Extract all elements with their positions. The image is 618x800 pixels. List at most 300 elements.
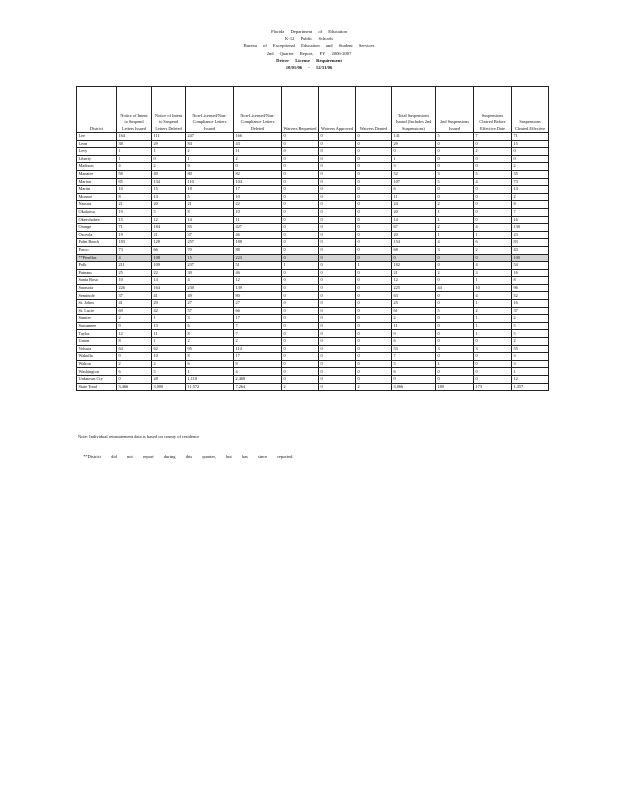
value-cell: 211 [117,262,152,270]
table-row [77,353,549,361]
value-cell: 0 [282,140,319,148]
value-cell: 111 [152,133,186,141]
value-cell: 184 [152,224,186,232]
value-cell: 0 [282,330,319,338]
value-cell: 0 [436,322,474,330]
value-cell: 63 [392,292,436,300]
value-cell: 88 [234,246,282,254]
table-row [77,231,549,239]
value-cell: 0 [282,224,319,232]
value-cell: 10 [152,353,186,361]
value-cell: 0 [319,231,356,239]
value-cell: 0 [319,315,356,323]
value-cell: 11,572 [186,383,234,391]
district-cell: State Total [77,383,117,391]
value-cell: 25 [117,269,152,277]
value-cell: 0 [319,193,356,201]
value-cell: 0 [436,300,474,308]
value-cell: 9 [117,322,152,330]
value-cell: 7 [474,133,512,141]
value-cell: 0 [282,376,319,384]
value-cell: 29 [152,300,186,308]
value-cell: 6 [186,322,234,330]
value-cell: 7 [234,330,282,338]
value-cell: 0 [474,376,512,384]
value-cell: 0 [356,224,392,232]
value-cell: 0 [356,133,392,141]
value-cell: 0 [319,284,356,292]
value-cell: 0 [282,269,319,277]
value-cell: 16 [512,269,549,277]
table-body [77,133,549,391]
value-cell: 2 [512,338,549,346]
district-cell: Orange [77,224,117,232]
value-cell: 247 [186,133,234,141]
value-cell: 15 [152,186,186,194]
column-header: Non-Licensed/Non-Compliance Letters Deleted [234,87,282,133]
value-cell: 9 [117,353,152,361]
district-cell: Walton [77,360,117,368]
value-cell: 0 [436,315,474,323]
value-cell: 8 [186,353,234,361]
column-header: 2nd Suspensions Issued [436,87,474,133]
table-row [77,345,549,353]
value-cell: 17 [234,186,282,194]
value-cell: 11 [234,216,282,224]
value-cell: 0 [282,254,319,262]
column-header: Notice of Intent to Suspend Letters Issued [117,87,152,133]
value-cell: 183 [117,239,152,247]
value-cell: 10 [117,277,152,285]
value-cell: 0 [436,193,474,201]
column-header: Suspensions Cleared Before Effective Date [474,87,512,133]
pinellas-footnote: **District did not report during this quarter, but has since reported. [83,454,294,459]
value-cell: 54 [512,262,549,270]
value-cell: 1 [186,368,234,376]
value-cell: 15 [186,254,234,262]
value-cell: 0 [282,300,319,308]
value-cell: 0 [282,231,319,239]
value-cell: 73 [117,246,152,254]
value-cell: 0 [436,140,474,148]
district-cell: Levy [77,148,117,156]
value-cell: 0 [319,216,356,224]
value-cell: 6 [186,360,234,368]
value-cell: 67 [392,224,436,232]
column-header: Non-Licensed/Non-Compliance Letters Issued [186,87,234,133]
value-cell: 58 [117,170,152,178]
value-cell: 55 [512,345,549,353]
value-cell: 0 [474,186,512,194]
value-cell: 73 [512,178,549,186]
value-cell: 180 [436,383,474,391]
value-cell: 44 [436,284,474,292]
value-cell: 0 [319,170,356,178]
value-cell: 6 [117,368,152,376]
value-cell: 0 [319,338,356,346]
value-cell: 57 [186,307,234,315]
value-cell: 19 [117,231,152,239]
value-cell: 24 [392,201,436,209]
value-cell: 0 [436,376,474,384]
value-cell: 0 [356,140,392,148]
value-cell: 0 [319,208,356,216]
value-cell: 2 [186,338,234,346]
value-cell: 8 [117,193,152,201]
value-cell: 0 [356,178,392,186]
value-cell: 0 [356,208,392,216]
value-cell: 10 [117,186,152,194]
district-cell: Okeechobee [77,216,117,224]
value-cell: 0 [436,163,474,171]
value-cell: 2 [436,269,474,277]
value-cell: 7,264 [234,383,282,391]
value-cell: 164 [117,133,152,141]
value-cell: 0 [282,368,319,376]
value-cell: 25 [392,300,436,308]
value-cell: 1 [436,231,474,239]
value-cell: 10 [234,193,282,201]
value-cell: 0 [356,201,392,209]
value-cell: 85 [117,178,152,186]
value-cell: 2 [356,383,392,391]
value-cell: 164 [152,284,186,292]
value-cell: 30 [186,269,234,277]
value-cell: 0 [319,360,356,368]
table-row [77,315,549,323]
value-cell: 5 [152,208,186,216]
column-header: Waivers Approved [319,87,356,133]
value-cell: 41 [117,300,152,308]
value-cell: 0 [474,163,512,171]
value-cell: 5 [436,133,474,141]
value-cell: 166 [234,133,282,141]
value-cell: 52 [512,292,549,300]
column-header: Total Suspensions Issued (Includes 2nd Suspensions) [392,87,436,133]
table-row [77,133,549,141]
district-cell: Santa Rosa [77,277,117,285]
value-cell: 41 [152,292,186,300]
table-row [77,148,549,156]
value-cell: 0 [319,224,356,232]
value-cell: 21 [117,201,152,209]
value-cell: 100 [512,254,549,262]
value-cell: 0 [319,239,356,247]
district-cell: Unknown Cty [77,376,117,384]
value-cell: 109 [152,262,186,270]
value-cell: 4 [117,163,152,171]
value-cell: 0 [512,155,549,163]
value-cell: 3 [436,170,474,178]
value-cell: 2,468 [234,376,282,384]
value-cell: 66 [152,246,186,254]
value-cell: 1,357 [512,383,549,391]
value-cell: 2 [512,193,549,201]
value-cell: 1 [356,262,392,270]
value-cell: 2 [474,148,512,156]
value-cell: 0 [319,300,356,308]
table-row [77,277,549,285]
value-cell: 17 [234,315,282,323]
value-cell: 0 [319,133,356,141]
value-cell: 188 [234,239,282,247]
value-cell: 0 [282,360,319,368]
value-cell: 68 [392,246,436,254]
value-cell: 4 [117,254,152,262]
district-cell: Putnam [77,269,117,277]
value-cell: 22 [234,201,282,209]
value-cell: 0 [282,322,319,330]
district-cell: Osceola [77,231,117,239]
table-row [77,140,549,148]
value-cell: 37 [117,292,152,300]
value-cell: 14 [152,193,186,201]
value-cell: 0 [436,277,474,285]
value-cell: 0 [474,201,512,209]
value-cell: 104 [234,178,282,186]
value-cell: 51 [234,262,282,270]
value-cell: 62 [152,345,186,353]
value-cell: 4 [474,262,512,270]
district-cell: Sarasota [77,284,117,292]
district-cell: Martin [77,186,117,194]
value-cell: 1 [436,208,474,216]
value-cell: 1 [282,262,319,270]
value-cell: 1 [186,155,234,163]
value-cell: 0 [282,178,319,186]
value-cell: 0 [282,239,319,247]
value-cell: 0 [392,376,436,384]
value-cell: 0 [474,155,512,163]
table-row [77,292,549,300]
value-cell: 35 [512,170,549,178]
value-cell: 14 [512,186,549,194]
table-row [77,300,549,308]
value-cell: 2 [436,224,474,232]
table-row [77,201,549,209]
table-header-row [77,87,549,133]
value-cell: 5 [392,360,436,368]
value-cell: 37 [186,231,234,239]
value-cell: 0 [356,307,392,315]
value-cell: 0 [319,368,356,376]
value-cell: 43 [234,140,282,148]
value-cell: 9 [186,163,234,171]
value-cell: 0 [319,140,356,148]
value-cell: 0 [356,330,392,338]
value-cell: 257 [186,239,234,247]
value-cell: 29 [392,140,436,148]
value-cell: 8 [234,360,282,368]
district-cell: Marion [77,178,117,186]
column-header: District [77,87,117,133]
value-cell: 0 [282,148,319,156]
value-cell: 66 [234,307,282,315]
value-cell: 7 [512,208,549,216]
value-cell: 0 [356,170,392,178]
value-cell: 27 [186,300,234,308]
district-cell: Palm Beach [77,239,117,247]
value-cell: 0 [319,345,356,353]
value-cell: 0 [474,254,512,262]
district-cell: Seminole [77,292,117,300]
value-cell: 0 [356,193,392,201]
value-cell: 0 [474,140,512,148]
value-cell: 0 [356,231,392,239]
value-cell: 2 [152,360,186,368]
value-cell: 80 [186,170,234,178]
value-cell: 0 [319,246,356,254]
value-cell: 1 [392,155,436,163]
value-cell: 0 [474,360,512,368]
value-cell: 0 [319,376,356,384]
value-cell: 2 [234,155,282,163]
district-cell: Wakulla [77,353,117,361]
value-cell: 1 [152,338,186,346]
value-cell: 0 [356,338,392,346]
value-cell: 7 [392,353,436,361]
value-cell: 20 [152,201,186,209]
value-cell: 173 [474,383,512,391]
value-cell: 0 [356,300,392,308]
value-cell: 1 [474,231,512,239]
value-cell: 2 [392,315,436,323]
value-cell: 8 [186,208,234,216]
value-cell: 1 [512,368,549,376]
district-cell: Madison [77,163,117,171]
value-cell: 0 [356,269,392,277]
value-cell: 182 [392,262,436,270]
value-cell: 5 [474,170,512,178]
value-cell: 0 [282,338,319,346]
value-cell: 11 [392,193,436,201]
value-cell: 1 [152,315,186,323]
value-cell: 0 [474,368,512,376]
value-cell: 12 [392,277,436,285]
value-cell: 0 [319,155,356,163]
value-cell: 110 [186,178,234,186]
value-cell: 12 [512,376,549,384]
district-cell: Leon [77,140,117,148]
value-cell: 40 [152,170,186,178]
value-cell: 0 [319,186,356,194]
value-cell: 9 [392,330,436,338]
column-header: Waivers Requested [282,87,319,133]
value-cell: 0 [282,277,319,285]
value-cell: 2 [474,246,512,254]
value-cell: 5 [512,322,549,330]
value-cell: 223 [234,254,282,262]
table-row [77,368,549,376]
value-cell: 0 [356,292,392,300]
residence-note: Note: Individual reinstatement data is based on county of residence [78,434,200,439]
value-cell: 2 [474,307,512,315]
value-cell: 4 [234,368,282,376]
value-cell: 0 [319,201,356,209]
value-cell: 2 [512,315,549,323]
district-cell: Taylor [77,330,117,338]
value-cell: 29 [152,140,186,148]
value-cell: 0 [392,148,436,156]
value-cell: 0 [282,208,319,216]
value-cell: 0 [319,269,356,277]
value-cell: 52 [392,170,436,178]
value-cell: 5 [436,178,474,186]
value-cell: 0 [436,338,474,346]
value-cell: 0 [319,383,356,391]
value-cell: 28 [152,376,186,384]
value-cell: 83 [512,239,549,247]
table-row [77,307,549,315]
table-row [77,322,549,330]
header-bureau: Bureau of Exceptional Education and Student Services [243,43,375,49]
total-row [77,383,549,391]
value-cell: 4 [474,292,512,300]
value-cell: 0 [356,345,392,353]
value-cell: 21 [392,269,436,277]
value-cell: 0 [319,292,356,300]
value-cell: 0 [282,163,319,171]
value-cell: 16 [512,300,549,308]
value-cell: 6 [392,186,436,194]
value-cell: 14 [152,277,186,285]
value-cell: 0 [356,239,392,247]
value-cell: 95 [186,345,234,353]
district-cell: Lee [77,133,117,141]
value-cell: 1 [436,360,474,368]
value-cell: 2 [282,383,319,391]
value-cell: 5 [436,307,474,315]
value-cell: 14 [392,216,436,224]
value-cell: 0 [356,322,392,330]
district-cell: Polk [77,262,117,270]
value-cell: 3 [436,345,474,353]
district-cell: Pasco [77,246,117,254]
value-cell: 0 [474,353,512,361]
value-cell: 16 [512,216,549,224]
table-row [77,170,549,178]
value-cell: 15 [117,216,152,224]
district-cell: Monroe [77,193,117,201]
value-cell: 0 [356,368,392,376]
table-row [77,186,549,194]
header-schools: K-12 Public Schools [284,36,334,42]
value-cell: 5 [152,368,186,376]
value-cell: 15 [512,140,549,148]
district-cell: St. Lucie [77,307,117,315]
value-cell: 3 [512,360,549,368]
value-cell: 2 [436,201,474,209]
value-cell: 141 [392,133,436,141]
value-cell: 107 [392,178,436,186]
value-cell: 128 [152,239,186,247]
value-cell: 69 [117,307,152,315]
value-cell: 0 [282,170,319,178]
district-cell: Liberty [77,155,117,163]
value-cell: 70 [186,246,234,254]
value-cell: 84 [186,140,234,148]
value-cell: 0 [152,155,186,163]
value-cell: 237 [186,262,234,270]
report-header [0,28,618,71]
value-cell: 5 [186,193,234,201]
value-cell: 1 [436,216,474,224]
value-cell: 2 [186,148,234,156]
value-cell: 46 [234,269,282,277]
value-cell: 1 [474,322,512,330]
value-cell: 1 [474,277,512,285]
value-cell: 1 [117,148,152,156]
